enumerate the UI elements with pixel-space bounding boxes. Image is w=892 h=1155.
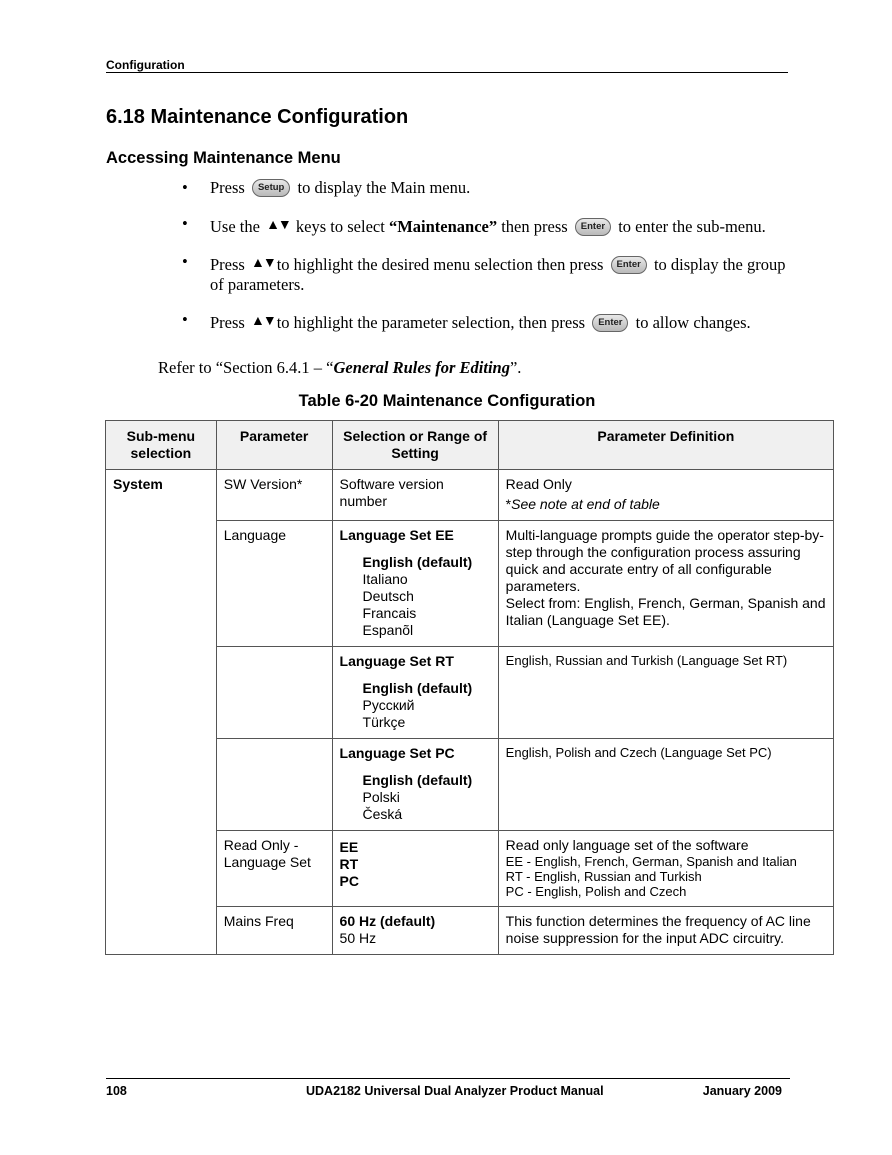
option: Espanõl [362,622,414,638]
option: Italiano [362,571,408,587]
text: Press [210,313,249,332]
enter-key-icon: Enter [611,256,647,274]
option: PC [339,873,359,889]
list-item [180,214,790,237]
option: Česká [362,806,403,822]
text: Use the [210,217,265,236]
text: to highlight the parameter selection, then press [276,313,590,332]
selection-cell [332,831,498,907]
definition-text: Read Only [505,476,572,492]
section-title: 6.18 Maintenance Configuration [106,106,409,128]
parameter-cell: Mains Freq [216,907,332,955]
definition-text: RT - English, Russian and Turkish [505,869,702,884]
selection-cell [332,739,498,831]
definition-text: Multi-language prompts guide the operator step-by-step through the configuration process assuring quick and accurate entry of all configurable parameters. [505,527,824,594]
column-header-definition: Parameter Definition [498,421,833,470]
language-set-label: Language Set EE [339,527,454,543]
selection-cell [332,647,498,739]
parameter-cell [216,647,332,739]
column-header-selection: Selection or Range of Setting [332,421,498,470]
text: Press [210,178,249,197]
running-header: Configuration [106,58,788,73]
text: Press [210,255,249,274]
submenu-system: System [106,470,217,955]
selection-cell [332,907,498,955]
option: 50 Hz [339,930,377,946]
text: Refer to “Section 6.4.1 – “ [158,358,334,377]
cross-reference [158,358,521,378]
text: to display the group of parameters. [210,255,786,294]
definition-cell [498,831,833,907]
definition-text: PC - English, Polish and Czech [505,884,687,899]
maintenance-label: “Maintenance” [388,217,498,236]
definition-cell [498,470,833,521]
text: to display the Main menu. [293,178,471,197]
option: Türkçe [362,714,406,730]
list-item [180,310,790,333]
table-caption: Table 6-20 Maintenance Configuration [298,392,596,410]
definition-text: Select from: English, French, German, Spanish and Italian (Language Set EE). [505,595,826,628]
column-header-submenu: Sub-menu selection [106,421,217,470]
parameter-cell: SW Version* [216,470,332,521]
table-row [106,470,834,521]
language-set-label: Language Set RT [339,653,454,669]
text: then press [497,217,572,236]
definition-cell: English, Russian and Turkish (Language Set RT) [498,647,833,739]
reference-link: General Rules for Editing [333,358,510,377]
enter-key-icon: Enter [592,314,628,332]
text: to enter the sub-menu. [614,217,766,236]
instruction-list [180,178,790,333]
default-option: English (default) [362,680,473,696]
column-header-parameter: Parameter [216,421,332,470]
default-option: 60 Hz (default) [339,913,436,929]
parameter-cell [216,739,332,831]
option: Polski [362,789,400,805]
definition-text: Read only language set of the software [505,837,749,853]
option: RT [339,856,359,872]
table-header-row [106,421,834,470]
definition-note: *See note at end of table [505,496,660,512]
parameter-cell: Language [216,521,332,647]
setup-key-icon: Setup [252,179,290,197]
parameter-cell: Read Only - Language Set [216,831,332,907]
list-item [180,252,790,295]
up-down-arrows-icon: ▲▼ [266,216,290,232]
definition-cell [498,521,833,647]
publication-date: January 2009 [702,1084,782,1098]
maintenance-config-table [105,420,834,955]
selection-cell [332,521,498,647]
subsection-title: Accessing Maintenance Menu [106,149,341,167]
text: ”. [509,358,522,377]
default-option: English (default) [362,772,473,788]
page-number: 108 [106,1084,127,1098]
selection-cell: Software version number [332,470,498,521]
up-down-arrows-icon: ▲▼ [250,312,275,328]
text: to highlight the desired menu selection then press [276,255,608,274]
option: Francais [362,605,417,621]
definition-cell: English, Polish and Czech (Language Set PC) [498,739,833,831]
default-option: English (default) [362,554,473,570]
text: to allow changes. [631,313,751,332]
definition-text: EE - English, French, German, Spanish and Italian [505,854,797,869]
text: keys to select [291,217,389,236]
page-footer [106,1078,790,1098]
option: Deutsch [362,588,414,604]
option: EE [339,839,359,855]
enter-key-icon: Enter [575,218,611,236]
list-item [180,178,790,198]
up-down-arrows-icon: ▲▼ [250,254,275,270]
definition-cell: This function determines the frequency of AC line noise suppression for the input ADC circuitry. [498,907,833,955]
option: Русский [362,697,415,713]
manual-title: UDA2182 Universal Dual Analyzer Product Manual [306,1084,604,1098]
language-set-label: Language Set PC [339,745,455,761]
